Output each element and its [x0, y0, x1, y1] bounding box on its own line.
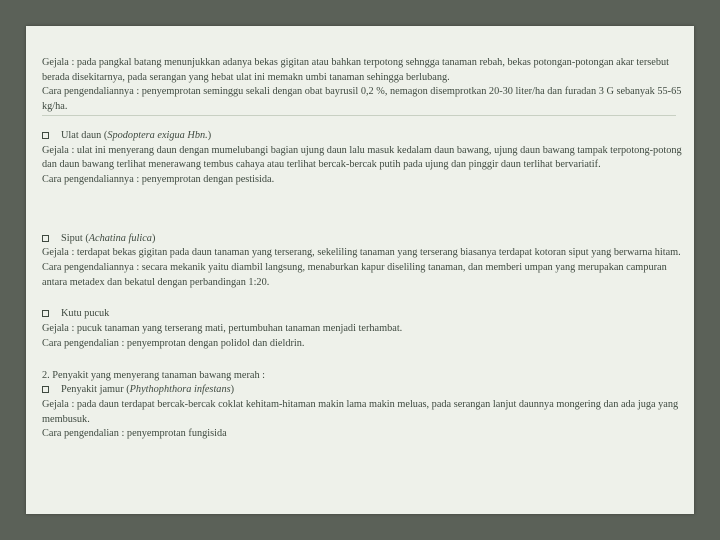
document-body	[42, 56, 682, 442]
checkbox-bullet-icon	[42, 235, 49, 242]
section3-cara: Cara pengendaliannya : secara mekanik yaitu diambil langsung, menaburkan kapur diseliling tanaman, dan memberi umpan yang merupakan campuran antara metadex dan bekatul dengan perbandingan 1:20.	[42, 262, 667, 288]
section1-cara: Cara pengendaliannya : penyemprotan seminggu sekali dengan obat bayrusil 0,2 %, nemagon disemprotkan 20-30 liter/ha dan furadan 3 G sebanyak 55-65 kg/ha.	[42, 86, 682, 113]
checkbox-bullet-icon	[42, 310, 49, 317]
section3-gejala: Gejala : terdapat bekas gigitan pada daun tanaman yang terserang, sekeliling tanaman yang terserang biasanya terdapat kotoran siput yang berwarna hitam.	[42, 247, 681, 259]
section5-gejala: Gejala : pada daun terdapat bercak-bercak coklat kehitam-hitaman makin lama makin meluas, pada serangan lanjut daunnya mongering dan ada juga yang membusuk.	[42, 398, 679, 425]
section4-cara: Cara pengendalian : penyemprotan dengan polidol dan dieldrin.	[42, 337, 305, 349]
section2-cara: Cara pengendaliannya : penyemprotan dengan pestisida.	[42, 173, 275, 185]
section5-heading: 2. Penyakit yang menyerang tanaman bawang merah :	[42, 369, 266, 381]
section5-cara: Cara pengendalian : penyemprotan fungisida	[42, 428, 227, 440]
section2-title: Ulat daun (Spodoptera exigua Hbn.)	[42, 129, 682, 144]
section4-title: Kutu pucuk	[42, 307, 682, 322]
checkbox-bullet-icon	[42, 386, 49, 393]
checkbox-bullet-icon	[42, 132, 49, 139]
section3-title: Siput (Achatina fulica)	[42, 232, 682, 247]
section2-gejala: Gejala : ulat ini menyerang daun dengan mumelubangi bagian ujung daun lalu masuk kedalam daun bawang, ujung daun bawang tampak terpotong-potong dan daun bawang terlihat menerawang tembus cahaya atau terlihat bercak-bercak putih pada ujung dan pinggir daun terlihat bervariatif.	[42, 144, 682, 171]
section4-gejala: Gejala : pucuk tanaman yang terserang mati, pertumbuhan tanaman menjadi terhambat.	[42, 323, 403, 335]
section5-title: Penyakit jamur (Phythophthora infestans)	[42, 383, 682, 398]
section1-gejala: Gejala : pada pangkal batang menunjukkan adanya bekas gigitan atau bahkan terpotong sehngga tanaman rebah, bekas potongan-potongan akar tersebut berada disekitarnya, pada serangan yang hebat ulat ini memakn umbi tanaman sehingga berlubang.	[42, 57, 670, 83]
